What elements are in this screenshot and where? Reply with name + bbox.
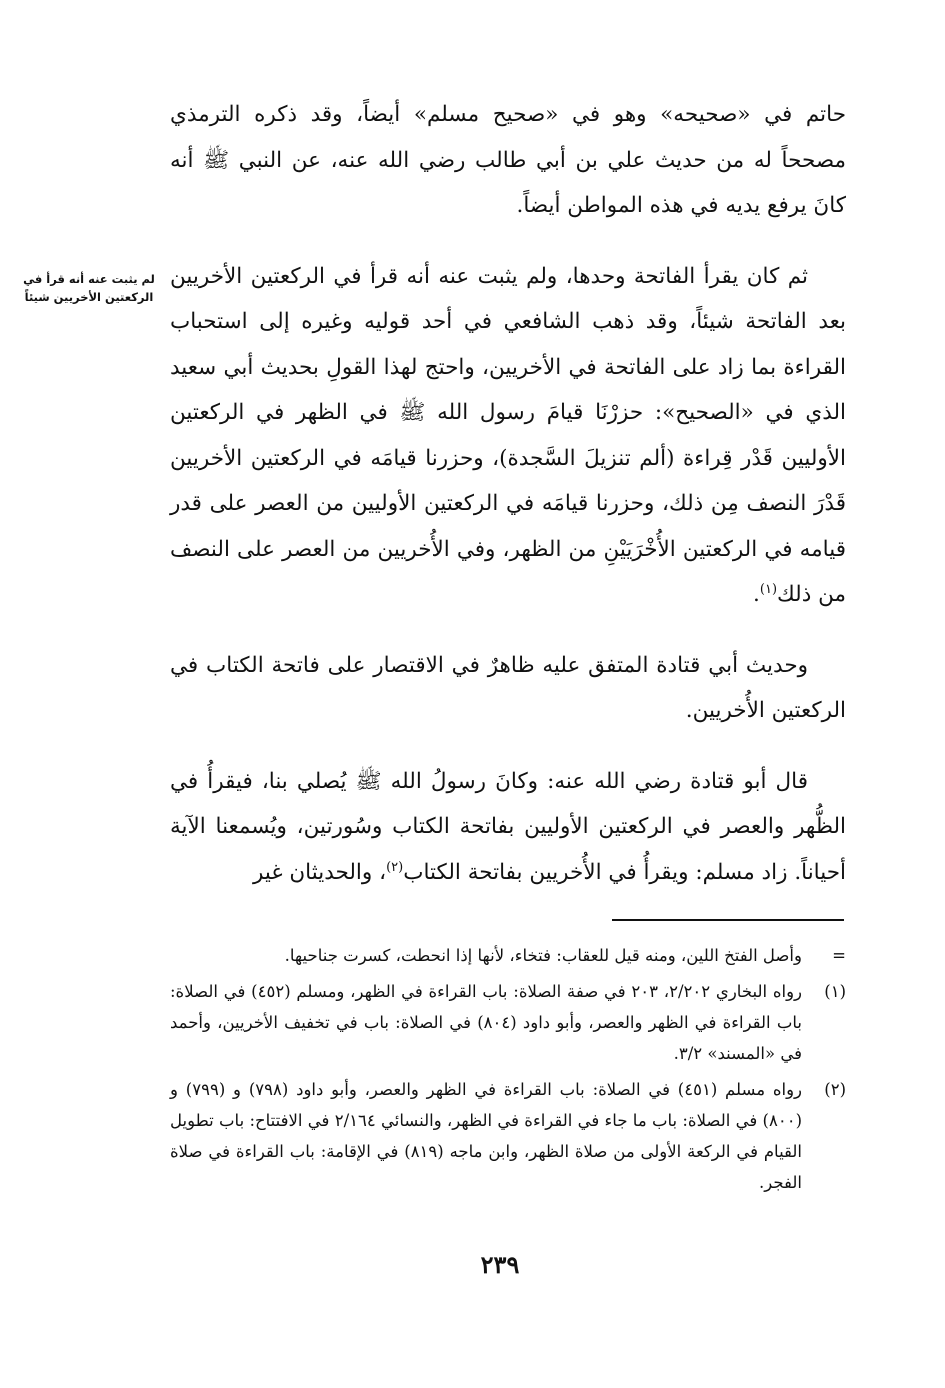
footnote-continuation [170, 940, 846, 971]
main-text [170, 92, 846, 920]
paragraph-1: حاتم في «صحيحه» وهو في «صحيح مسلم» أيضاً، وقد ذكره الترمذي مصححاً له من حديث علي بن أبي طالب رضي الله عنه، عن النبي ﷺ أنه كانَ يرفع يديه في هذه المواطن أيضاً. [170, 102, 846, 218]
footnote-mark: (١) [824, 982, 846, 1001]
page-number: ٢٣٩ [480, 1250, 520, 1279]
paragraph-4 [170, 759, 846, 896]
paragraph-2-end: . [753, 582, 760, 607]
footnote-divider [612, 919, 844, 921]
footnote-text: رواه مسلم (٤٥١) في الصلاة: باب القراءة في الظهر والعصر، وأبو داود (٧٩٨) و (٧٩٩) و (٨٠٠) في الصلاة: باب ما جاء في القراءة في الظهر، والنسائي ٢/١٦٤ في الافتتاح: باب تطويل القيام في الركعة الأولى من صلاة الظهر، وابن ماجه (٨١٩) في الإقامة: باب القراءة في صلاة الفجر. [170, 1080, 803, 1192]
paragraph-2 [170, 254, 846, 618]
footnote-ref-1: (١) [759, 581, 778, 597]
paragraph-4-text: قال أبو قتادة رضي الله عنه: وكانَ رسولُ الله ﷺ يُصلي بنا، فيقرأُ في الظُّهر والعصر في الركعتين الأوليين بفاتحة الكتاب وسُورتين، ويُسمعنا الآية أحياناً. زاد مسلم: ويقرأُ في الأُخريين بفاتحة الكتاب [170, 768, 846, 885]
footnote-mark: (٢) [824, 1080, 846, 1099]
footnote-2 [170, 1074, 846, 1198]
footnote-ref-2: (٢) [386, 859, 404, 875]
paragraph-4-end: ، والحديثان غير [252, 859, 387, 885]
footnote-text: رواه البخاري ٢/٢٠٢، ٢٠٣ في صفة الصلاة: باب القراءة في الظهر، ومسلم (٤٥٢) في الصلاة: باب القراءة في الظهر والعصر، وأبو داود (٨٠٤) في الصلاة: باب في تخفيف الأخريين، وأحمد في «المسند» ٣/٢. [170, 982, 803, 1063]
paragraph-3: وحديث أبي قتادة المتفق عليه ظاهرٌ في الاقتصار على فاتحة الكتاب في الركعتين الأُخريين. [170, 652, 846, 723]
footnotes [170, 940, 846, 1203]
paragraph-2-text: ثم كان يقرأ الفاتحة وحدها، ولم يثبت عنه أنه قرأ في الركعتين الأخريين بعد الفاتحة شيئاً، وقد ذهب الشافعي في أحد قوليه وغيره إلى استحباب القراءة بما زاد على الفاتحة في الأخريين، واحتج لهذا القولِ بحديث أبي سعيد الذي في «الصحيح»: حزرْنَا قيامَ رسول الله ﷺ في الظهر في الركعتين الأوليين قَدْر قِراءة (ألم تنزيلَ السَّجدة)، وحزرنا قيامَه في الركعتين الأخريين قَدْرَ النصف مِن ذلك، وحزرنا قيامَه في الركعتين الأوليين من العصر على قدر قيامه في الركعتين الأُخْرَيَيْنِ من الظهر، وفي الأُخريين من العصر على النصف من ذلك [170, 263, 846, 607]
footnote-1 [170, 976, 846, 1069]
footnote-mark: = [832, 946, 846, 965]
footnote-text: وأصل الفتخ اللين، ومنه قيل للعقاب: فتخاء، لأنها إذا انحطت، كسرت جناحيها. [284, 946, 802, 965]
margin-note: لم يثبت عنه أنه قرأ في الركعتين الأخريين شيئاً [23, 272, 155, 304]
